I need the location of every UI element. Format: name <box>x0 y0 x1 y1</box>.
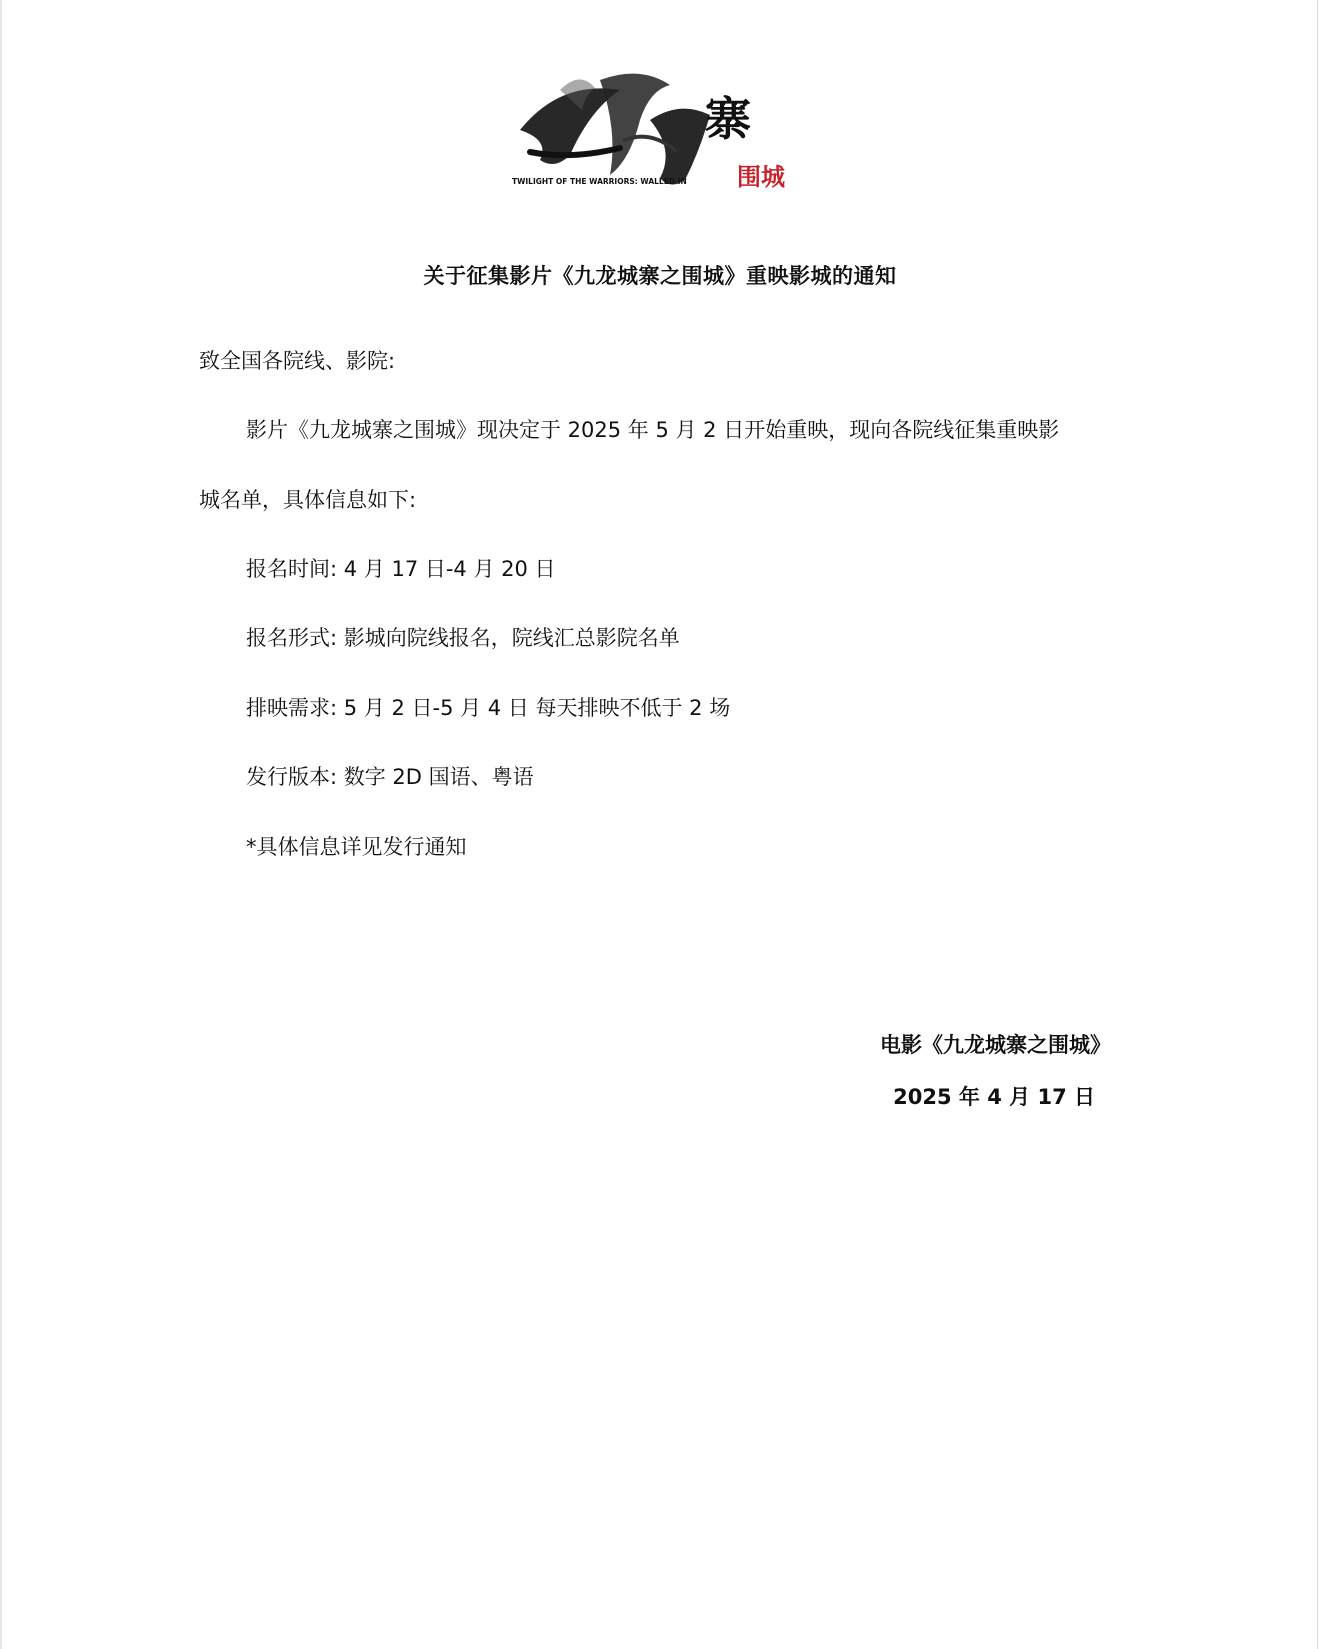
info-item-registration-time: 报名时间: 4 月 17 日-4 月 20 日 <box>246 557 556 581</box>
info-item-release-version: 发行版本: 数字 2D 国语、粤语 <box>246 765 534 789</box>
page-edge-left <box>0 0 2 1649</box>
info-item-registration-form: 报名形式: 影城向院线报名，院线汇总影院名单 <box>246 626 680 650</box>
paragraph-line-1: 影片《九龙城寨之围城》现决定于 2025 年 5 月 2 日开始重映，现向各院线征集重映影 <box>246 418 1060 442</box>
issue-date: 2025 年 4 月 17 日 <box>893 1085 1095 1109</box>
footnote: *具体信息详见发行通知 <box>246 835 467 859</box>
page-edge-right <box>1317 0 1318 1649</box>
salutation: 致全国各院线、影院: <box>199 349 396 373</box>
info-item-screening-requirement: 排映需求: 5 月 2 日-5 月 4 日 每天排映不低于 2 场 <box>246 696 731 720</box>
issuer-signature: 电影《九龙城寨之围城》 <box>880 1033 1111 1057</box>
logo-english-text: TWILIGHT OF THE WARRIORS: WALLED IN <box>512 177 687 186</box>
film-logo <box>500 60 810 200</box>
document-title: 关于征集影片《九龙城寨之围城》重映影城的通知 <box>423 264 897 288</box>
logo-title-char: 寨 <box>705 92 751 146</box>
paragraph-line-2: 城名单，具体信息如下: <box>199 488 417 512</box>
logo-subtitle: 围城 <box>737 163 785 191</box>
